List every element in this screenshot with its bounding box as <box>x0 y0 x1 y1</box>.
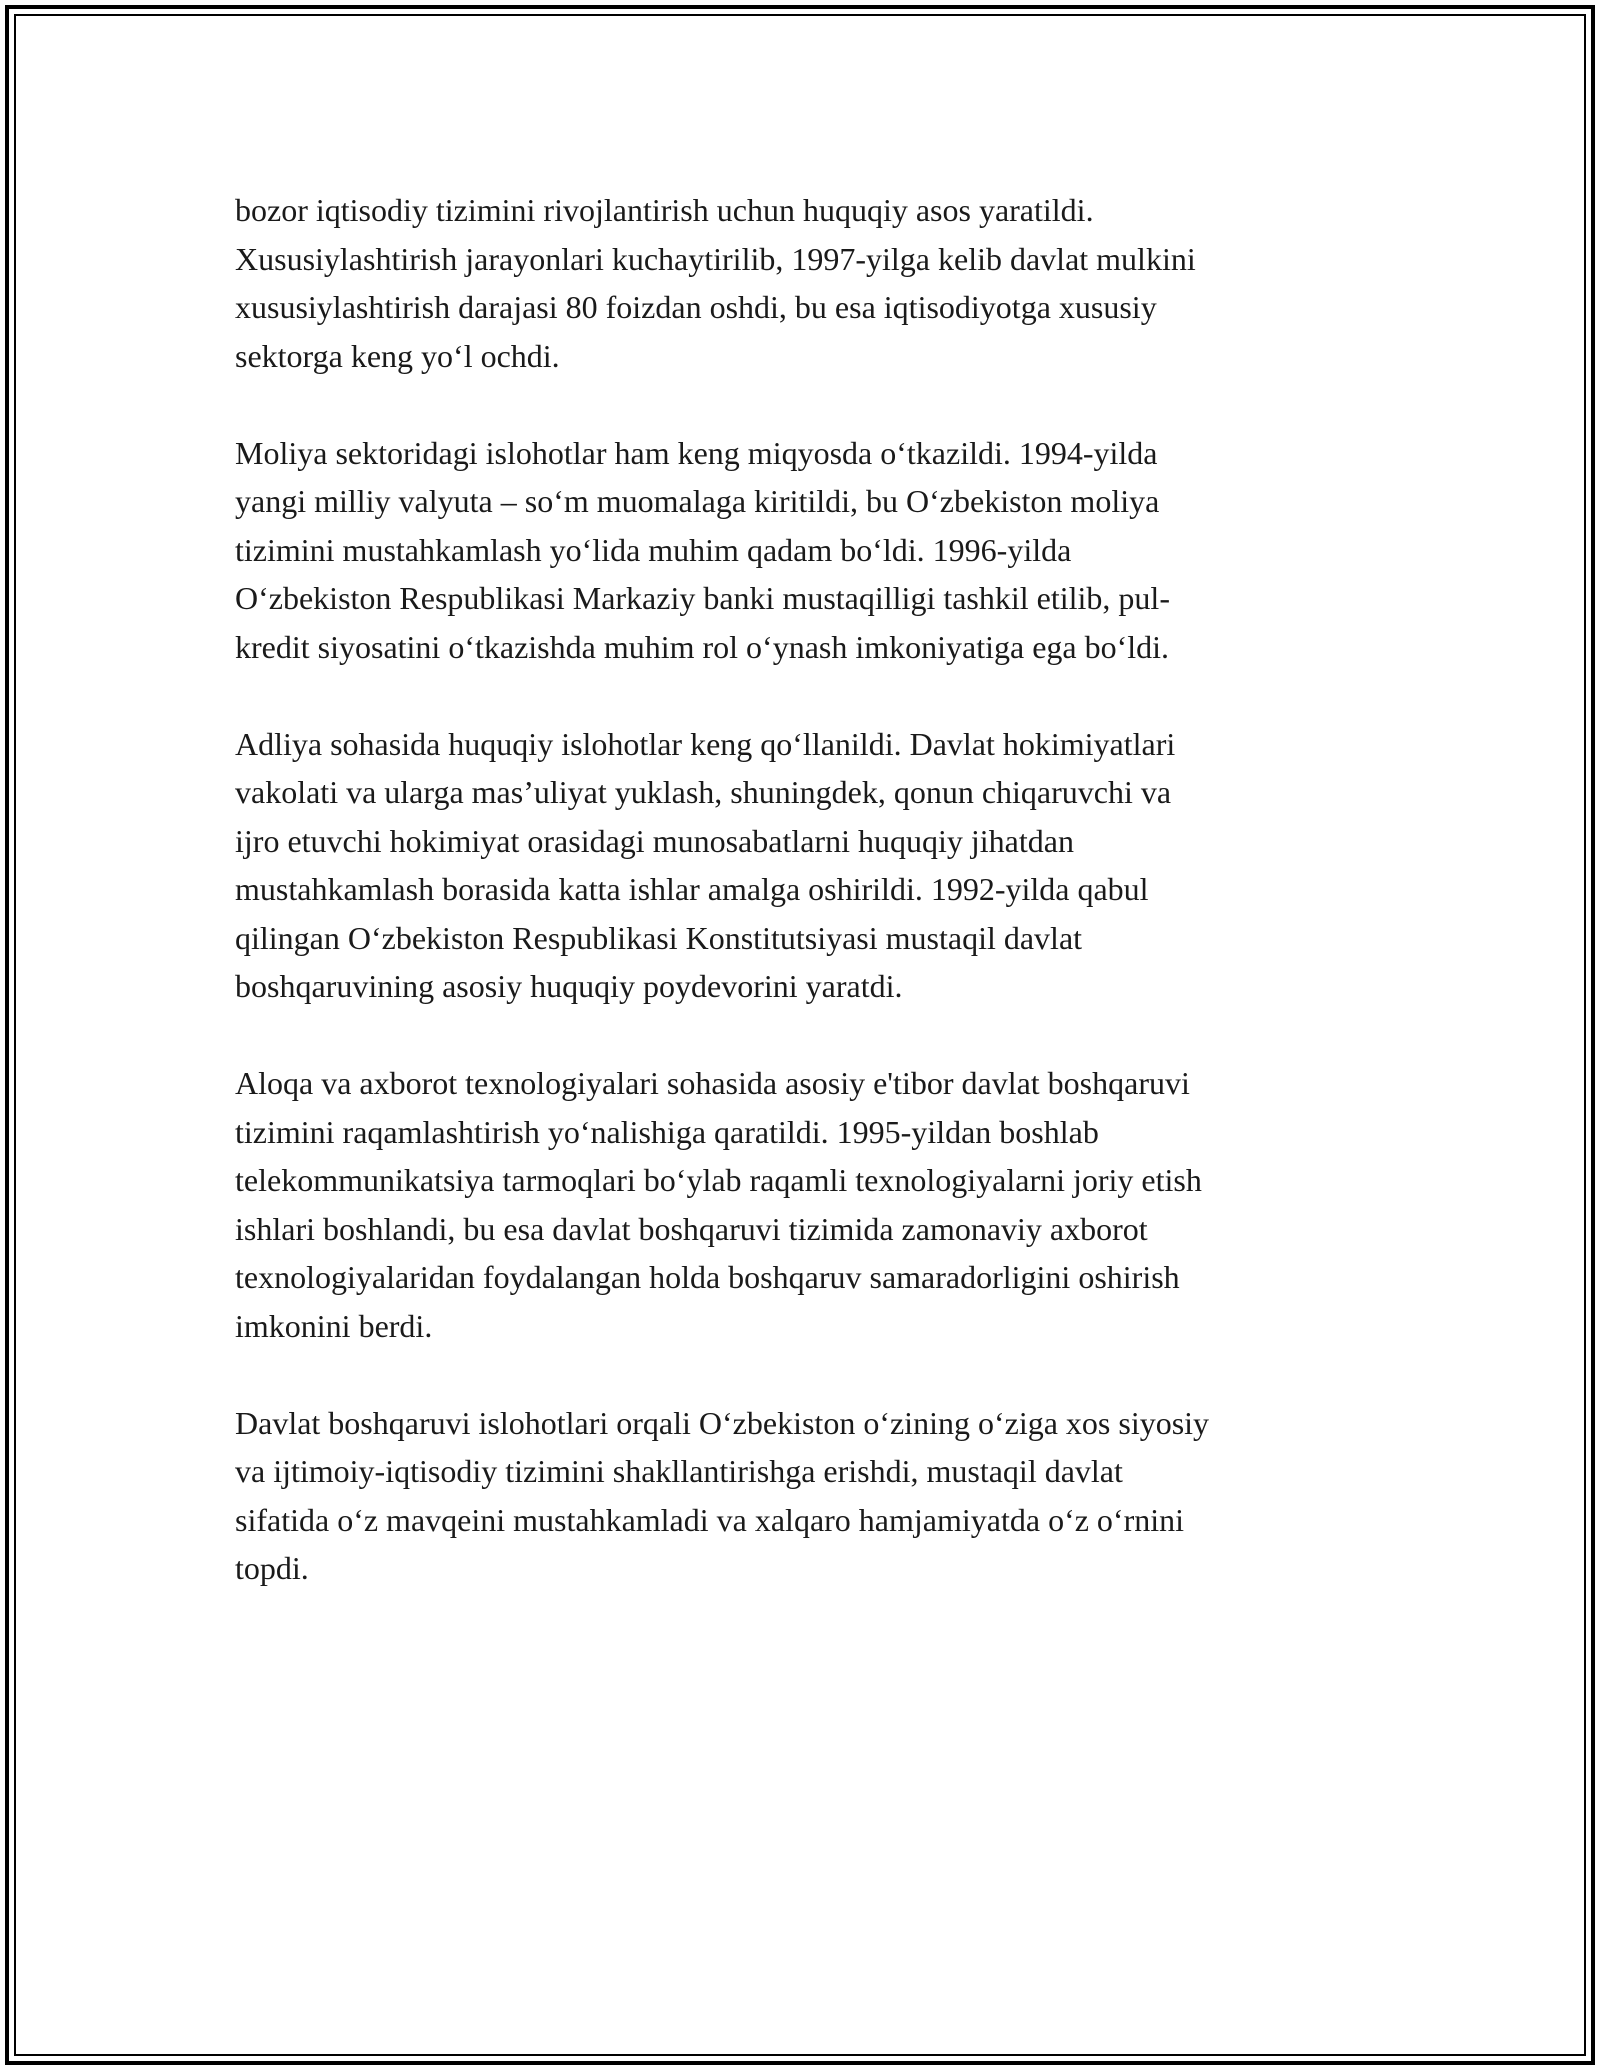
text-line: sektorga keng yo‘l ochdi. <box>235 337 560 374</box>
text-line: va ijtimoiy-iqtisodiy tizimini shakllantirishga erishdi, mustaqil davlat <box>235 1453 1123 1489</box>
text-line: sifatida o‘z mavqeini mustahkamladi va xalqaro hamjamiyatda o‘z o‘rnini <box>235 1501 1185 1538</box>
text-line: tizimini mustahkamlash yo‘lida muhim qadam bo‘ldi. 1996-yilda <box>235 531 1072 568</box>
text-line: kredit siyosatini o‘tkazishda muhim rol o‘ynash imkoniyatiga ega bo‘ldi. <box>235 628 1170 665</box>
text-line: topdi. <box>235 1550 309 1586</box>
text-line: mustahkamlash borasida katta ishlar amalga oshirildi. 1992-yilda qabul <box>235 871 1149 907</box>
text-line: telekommunikatsiya tarmoqlari bo‘ylab raqamli texnologiyalarni joriy etish <box>235 1162 1202 1198</box>
text-line: Aloqa va axborot texnologiyalari sohasida asosiy e'tibor davlat boshqaruvi <box>235 1065 1190 1101</box>
document-body <box>235 186 1365 1641</box>
paragraph-5 <box>235 1399 1365 1593</box>
text-line: Adliya sohasida huquqiy islohotlar keng qo‘llanildi. Davlat hokimiyatlari <box>235 725 1176 762</box>
text-line: qilingan O‘zbekiston Respublikasi Konstitutsiyasi mustaqil davlat <box>235 919 1083 956</box>
paragraph-4 <box>235 1059 1365 1350</box>
text-line: Davlat boshqaruvi islohotlari orqali O‘zbekiston o‘zining o‘ziga xos siyosiy <box>235 1404 1210 1441</box>
paragraph-3 <box>235 720 1365 1011</box>
text-line: Moliya sektoridagi islohotlar ham keng miqyosda o‘tkazildi. 1994-yilda <box>235 434 1158 471</box>
text-line: bozor iqtisodiy tizimini rivojlantirish uchun huquqiy asos yaratildi. <box>235 192 1094 228</box>
text-line: ijro etuvchi hokimiyat orasidagi munosabatlarni huquqiy jihatdan <box>235 822 1074 859</box>
text-line: ishlari boshlandi, bu esa davlat boshqaruvi tizimida zamonaviy axborot <box>235 1210 1148 1247</box>
paragraph-1 <box>235 186 1365 380</box>
paragraph-2 <box>235 429 1365 672</box>
text-line: Xususiylashtirish jarayonlari kuchaytirilib, 1997-yilga kelib davlat mulkini <box>235 240 1196 277</box>
text-line: yangi milliy valyuta – so‘m muomalaga kiritildi, bu O‘zbekiston moliya <box>235 483 1160 519</box>
text-line: xususiylashtirish darajasi 80 foizdan oshdi, bu esa iqtisodiyotga xususiy <box>235 289 1157 325</box>
text-line: tizimini raqamlashtirish yo‘nalishiga qaratildi. 1995-yildan boshlab <box>235 1113 1099 1150</box>
text-line: vakolati va ularga mas’uliyat yuklash, shuningdek, qonun chiqaruvchi va <box>235 774 1172 810</box>
text-line: boshqaruvining asosiy huquqiy poydevorini yaratdi. <box>235 968 903 1004</box>
text-line: texnologiyalaridan foydalangan holda boshqaruv samaradorligini oshirish <box>235 1259 1180 1295</box>
text-line: O‘zbekiston Respublikasi Markaziy banki mustaqilligi tashkil etilib, pul- <box>235 580 1170 616</box>
text-line: imkonini berdi. <box>235 1307 433 1344</box>
